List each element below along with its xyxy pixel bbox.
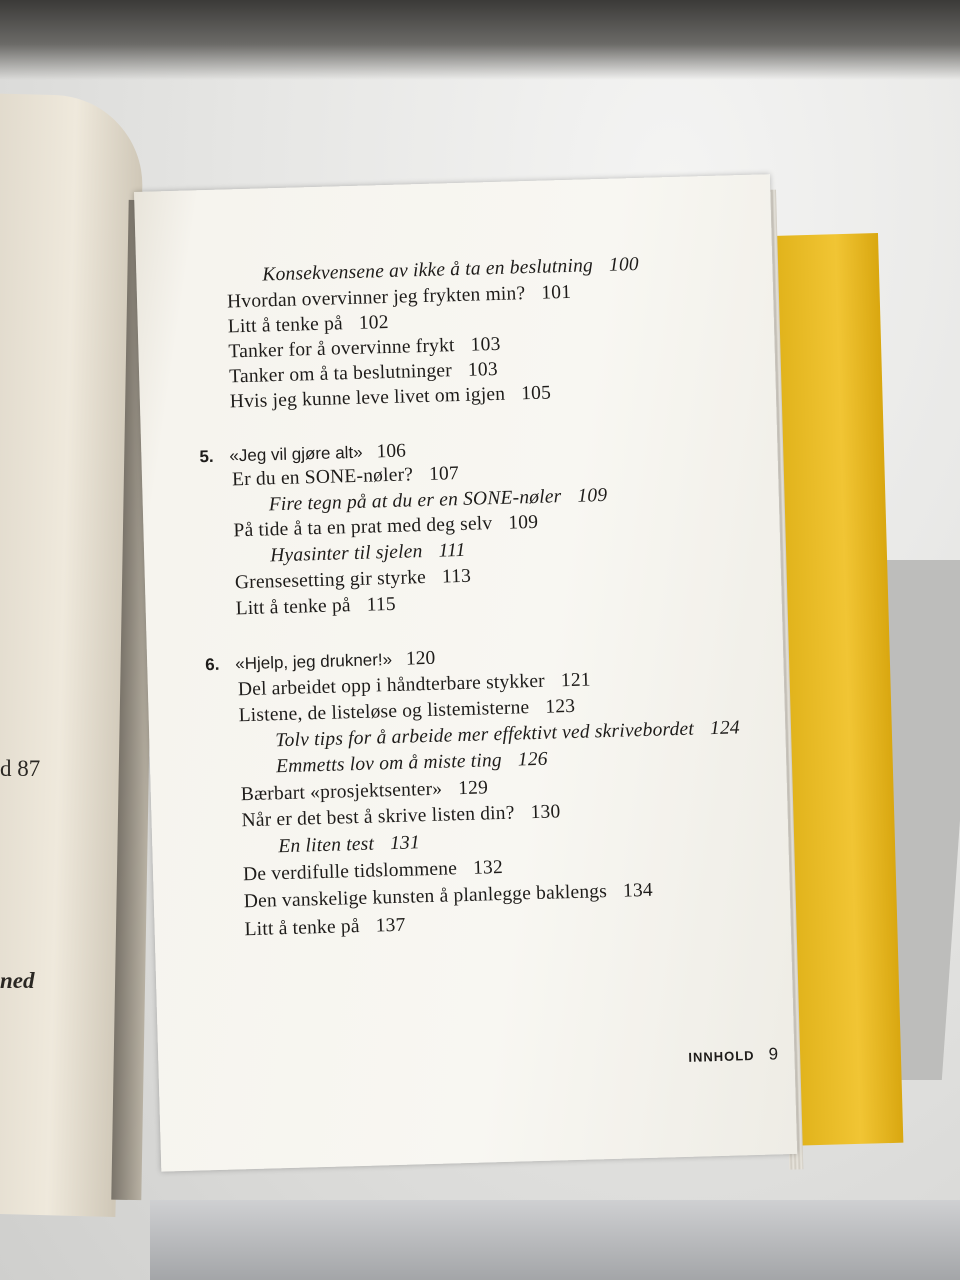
toc-entry-text: Når er det best å skrive listen din? — [241, 802, 515, 832]
chapter-number: 6. — [204, 654, 220, 675]
toc-entry — [262, 254, 639, 287]
toc-entry — [229, 359, 498, 388]
toc-entry-text: Bærbart «prosjektsenter» — [240, 778, 443, 806]
chapter-page: 106 — [376, 440, 407, 463]
toc-entry-page: 102 — [358, 311, 389, 334]
toc-entry-page: 109 — [577, 484, 608, 507]
page-footer — [688, 1044, 778, 1066]
toc-entry — [244, 880, 654, 913]
toc-entry-page: 134 — [622, 879, 654, 902]
toc-entry — [244, 915, 405, 941]
toc-entry-page: 121 — [560, 669, 591, 692]
toc-entry-page: 100 — [608, 253, 640, 276]
page-number: 9 — [768, 1044, 779, 1064]
toc-entry-text: Del arbeidet opp i håndterbare stykker — [237, 670, 546, 701]
toc-entry — [241, 777, 489, 806]
toc-entry-text: En liten test — [278, 833, 375, 858]
toc-entry-page: 111 — [438, 539, 466, 562]
toc-entry — [241, 801, 560, 832]
toc-entry-page: 131 — [389, 832, 421, 855]
toc-entry — [227, 282, 572, 314]
toc-entry-page: 137 — [375, 914, 406, 937]
toc-entry — [278, 832, 420, 858]
toc-entry-text: Grensesetting gir styrke — [234, 567, 427, 594]
toc-entry-page: 132 — [472, 856, 504, 879]
running-footer-label: INNHOLD — [688, 1048, 755, 1065]
toc-entry-text: På tide å ta en prat med deg selv — [233, 513, 493, 542]
toc-entry-text: Hvordan overvinner jeg frykten min? — [226, 283, 526, 313]
left-page-fragment: ned — [0, 968, 35, 993]
chapter-page: 120 — [405, 647, 436, 670]
toc-entry — [232, 463, 459, 491]
toc-entry-page: 103 — [467, 358, 499, 381]
toc-entry-page: 107 — [428, 463, 460, 485]
chapter-title: «Jeg vil gjøre alt» — [229, 442, 363, 466]
toc-entry-text: Litt å tenke på — [235, 595, 352, 620]
toc-entry-text: Tanker om å ta beslutninger — [228, 360, 453, 388]
toc-entry — [276, 749, 548, 779]
toc-entry — [270, 540, 466, 567]
chapter-title: «Hjelp, jeg drukner!» — [234, 649, 393, 674]
toc-entry — [235, 566, 472, 595]
toc-entry-text: Hyasinter til sjelen — [269, 541, 423, 567]
table-of-contents — [134, 174, 797, 1171]
toc-entry-page: 130 — [530, 801, 561, 824]
toc-entry — [230, 382, 552, 413]
cushion — [150, 1200, 960, 1280]
toc-entry-page: 123 — [545, 695, 576, 718]
chapter-heading — [205, 648, 436, 676]
toc-entry-text: Tolv tips for å arbeide mer effektivt ved skrivebordet — [275, 718, 695, 752]
toc-entry — [228, 312, 389, 338]
toc-entry-text: Listene, de listeløse og listemisterne — [238, 697, 530, 727]
toc-entry-text: Emmetts lov om å miste ting — [275, 749, 503, 778]
toc-entry-text: Litt å tenke på — [227, 313, 344, 338]
left-page-fragment: d 87 — [0, 756, 41, 781]
toc-entry-text: Hvis jeg kunne leve livet om igjen — [229, 383, 506, 413]
right-page — [134, 174, 797, 1171]
toc-entry-page: 129 — [457, 777, 489, 800]
toc-entry — [233, 512, 538, 543]
toc-entry-text: Konsekvensene av ikke å ta en beslutning — [262, 255, 594, 286]
toc-entry-text: Fire tegn på at du er en SONE-nøler — [268, 486, 562, 516]
toc-entry-page: 105 — [520, 382, 552, 405]
toc-entry-page: 113 — [441, 565, 472, 588]
toc-entry-text: De verdifulle tidslommene — [242, 858, 458, 886]
toc-entry-page: 126 — [517, 748, 548, 771]
background-dark-area — [0, 0, 960, 80]
toc-entry — [243, 857, 503, 886]
toc-entry — [268, 485, 607, 516]
toc-entry-page: 101 — [541, 281, 572, 304]
toc-entry-text: Den vanskelige kunsten å planlegge baklengs — [243, 881, 608, 913]
toc-entry-page: 115 — [366, 593, 397, 616]
toc-entry-page: 109 — [508, 511, 539, 534]
toc-entry — [235, 594, 396, 620]
chapter-heading — [199, 441, 406, 469]
toc-entry-text: Litt å tenke på — [244, 915, 360, 941]
toc-entry-text: Tanker for å overvinne frykt — [228, 335, 455, 363]
toc-entry-page: 103 — [470, 333, 501, 356]
chapter-number: 5. — [199, 446, 214, 467]
toc-entry-page: 124 — [709, 717, 741, 740]
toc-entry-text: Er du en SONE-nøler? — [231, 464, 414, 491]
